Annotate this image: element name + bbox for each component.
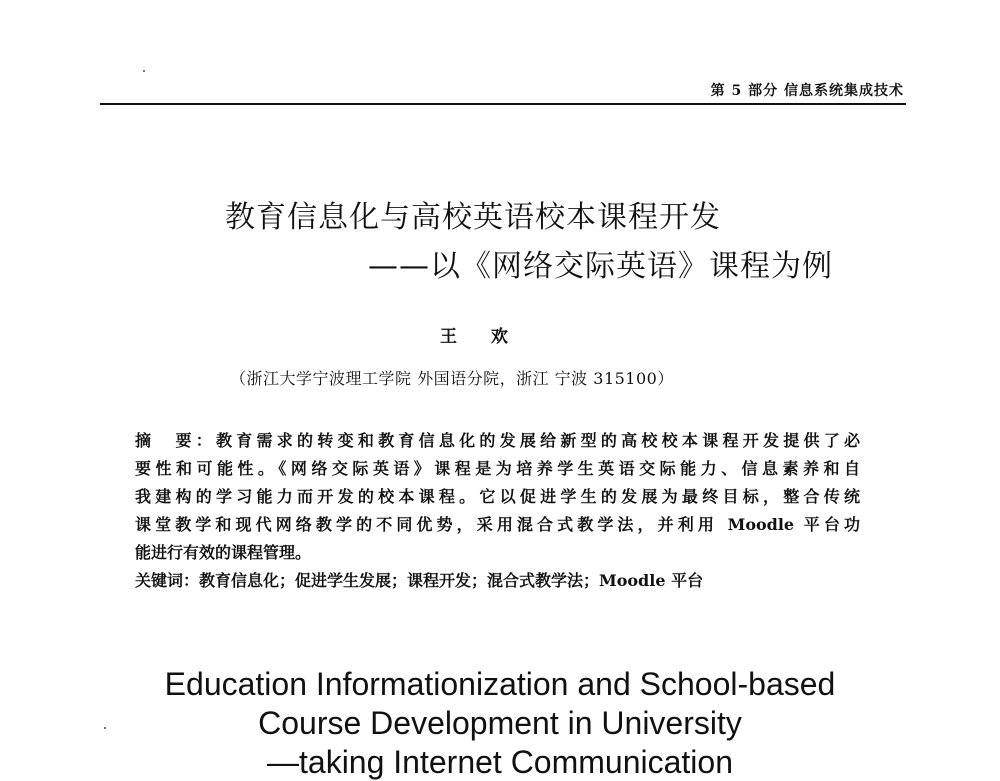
- affiliation: （浙江大学宁波理工学院 外国语分院，浙江 宁波 315100）: [230, 369, 674, 388]
- title-en-line3: —taking Internet Communication: [267, 744, 733, 780]
- running-header: 第 5 部分 信息系统集成技术: [710, 83, 904, 99]
- header-rule: [100, 103, 906, 105]
- scan-speck: [143, 70, 145, 72]
- title-en-line2: Course Development in University: [258, 705, 742, 741]
- abstract-line: 课堂教学和现代网络教学的不同优势，采用混合式教学法，并利用 Moodle 平台功: [135, 515, 860, 534]
- title-cn-line1: 教育信息化与高校英语校本课程开发: [225, 200, 721, 235]
- abstract-line: 我建构的学习能力而开发的校本课程。它以促进学生的发展为最终目标，整合传统: [135, 487, 860, 506]
- keywords: 关键词：教育信息化；促进学生发展；课程开发；混合式教学法；Moodle 平台: [135, 571, 704, 590]
- abstract-line: 摘 要：教育需求的转变和教育信息化的发展给新型的高校校本课程开发提供了必: [135, 431, 860, 450]
- author: 王 欢: [440, 327, 522, 347]
- abstract-line: 要性和可能性。《网络交际英语》课程是为培养学生英语交际能力、信息素养和自: [135, 459, 860, 478]
- title-en-line1: Education Informationization and School-based: [164, 666, 836, 702]
- abstract-line: 能进行有效的课程管理。: [135, 543, 312, 562]
- title-cn-line2: ——以《网络交际英语》课程为例: [368, 249, 833, 284]
